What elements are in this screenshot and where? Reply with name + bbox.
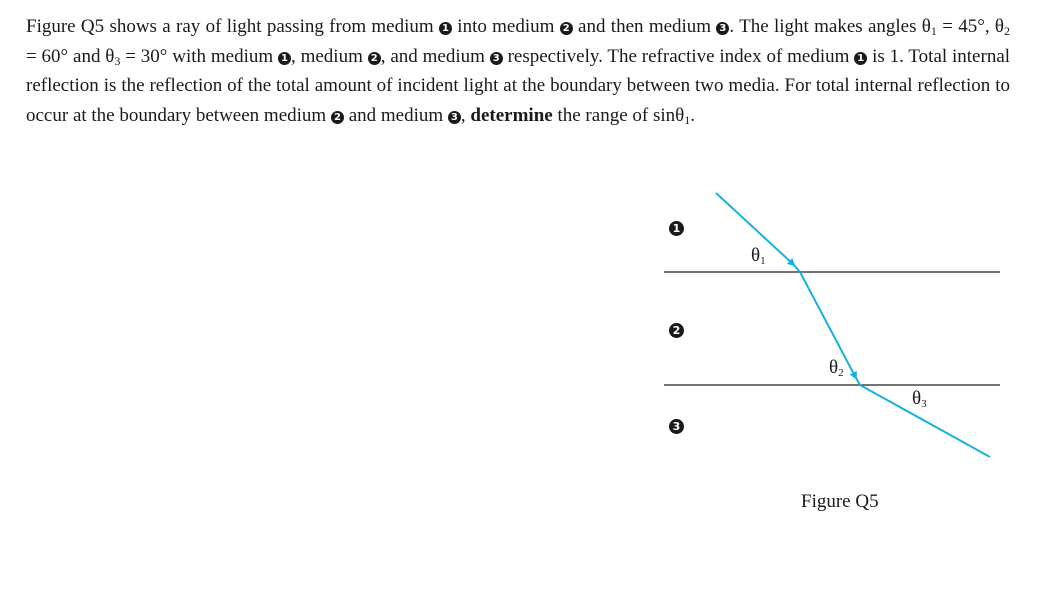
- medium-3-symbol: 3: [716, 22, 729, 35]
- medium-3-symbol: 3: [490, 52, 503, 65]
- ray-medium-2: [800, 272, 856, 378]
- medium-2-label: 2: [669, 323, 684, 338]
- medium-3-symbol: 3: [448, 111, 461, 124]
- medium-1-symbol: 1: [278, 52, 291, 65]
- determine-keyword: determine: [470, 104, 553, 126]
- medium-2-symbol: 2: [368, 52, 381, 65]
- medium-2-symbol: 2: [331, 111, 344, 124]
- angle-label-theta-3: $\theta_3$: [912, 388, 927, 410]
- medium-3-label: 3: [669, 419, 684, 434]
- figure-caption: Figure Q5: [801, 491, 879, 512]
- ray-medium-2-end: [856, 378, 860, 385]
- medium-1-symbol: 1: [854, 52, 867, 65]
- medium-1-label: 1: [669, 221, 684, 236]
- ray-medium-1-end: [794, 265, 800, 272]
- angle-label-theta-2: $\theta_2$: [829, 357, 844, 379]
- question-text: Figure Q5 shows a ray of light passing from medium 1 into medium 2 and then medium 3 . The light makes angles $\theta_1 = 45^\circ$, $\theta_2 = 60^\circ$ and $\theta_3 = 30^\circ$ with medium 1 , medium 2 , and medium 3 respectively. The refractive index of medium 1 is 1. Total internal reflection is the reflection of the total amount of incident light at the boundary between two media. For total internal reflection to occur at the boundary between medium 2 and medium 3 , determine the range of sinθ$_1$.: [26, 16, 1011, 127]
- medium-1-symbol: 1: [439, 22, 452, 35]
- angle-label-theta-1: $\theta_1$: [751, 245, 766, 267]
- medium-2-symbol: 2: [560, 22, 573, 35]
